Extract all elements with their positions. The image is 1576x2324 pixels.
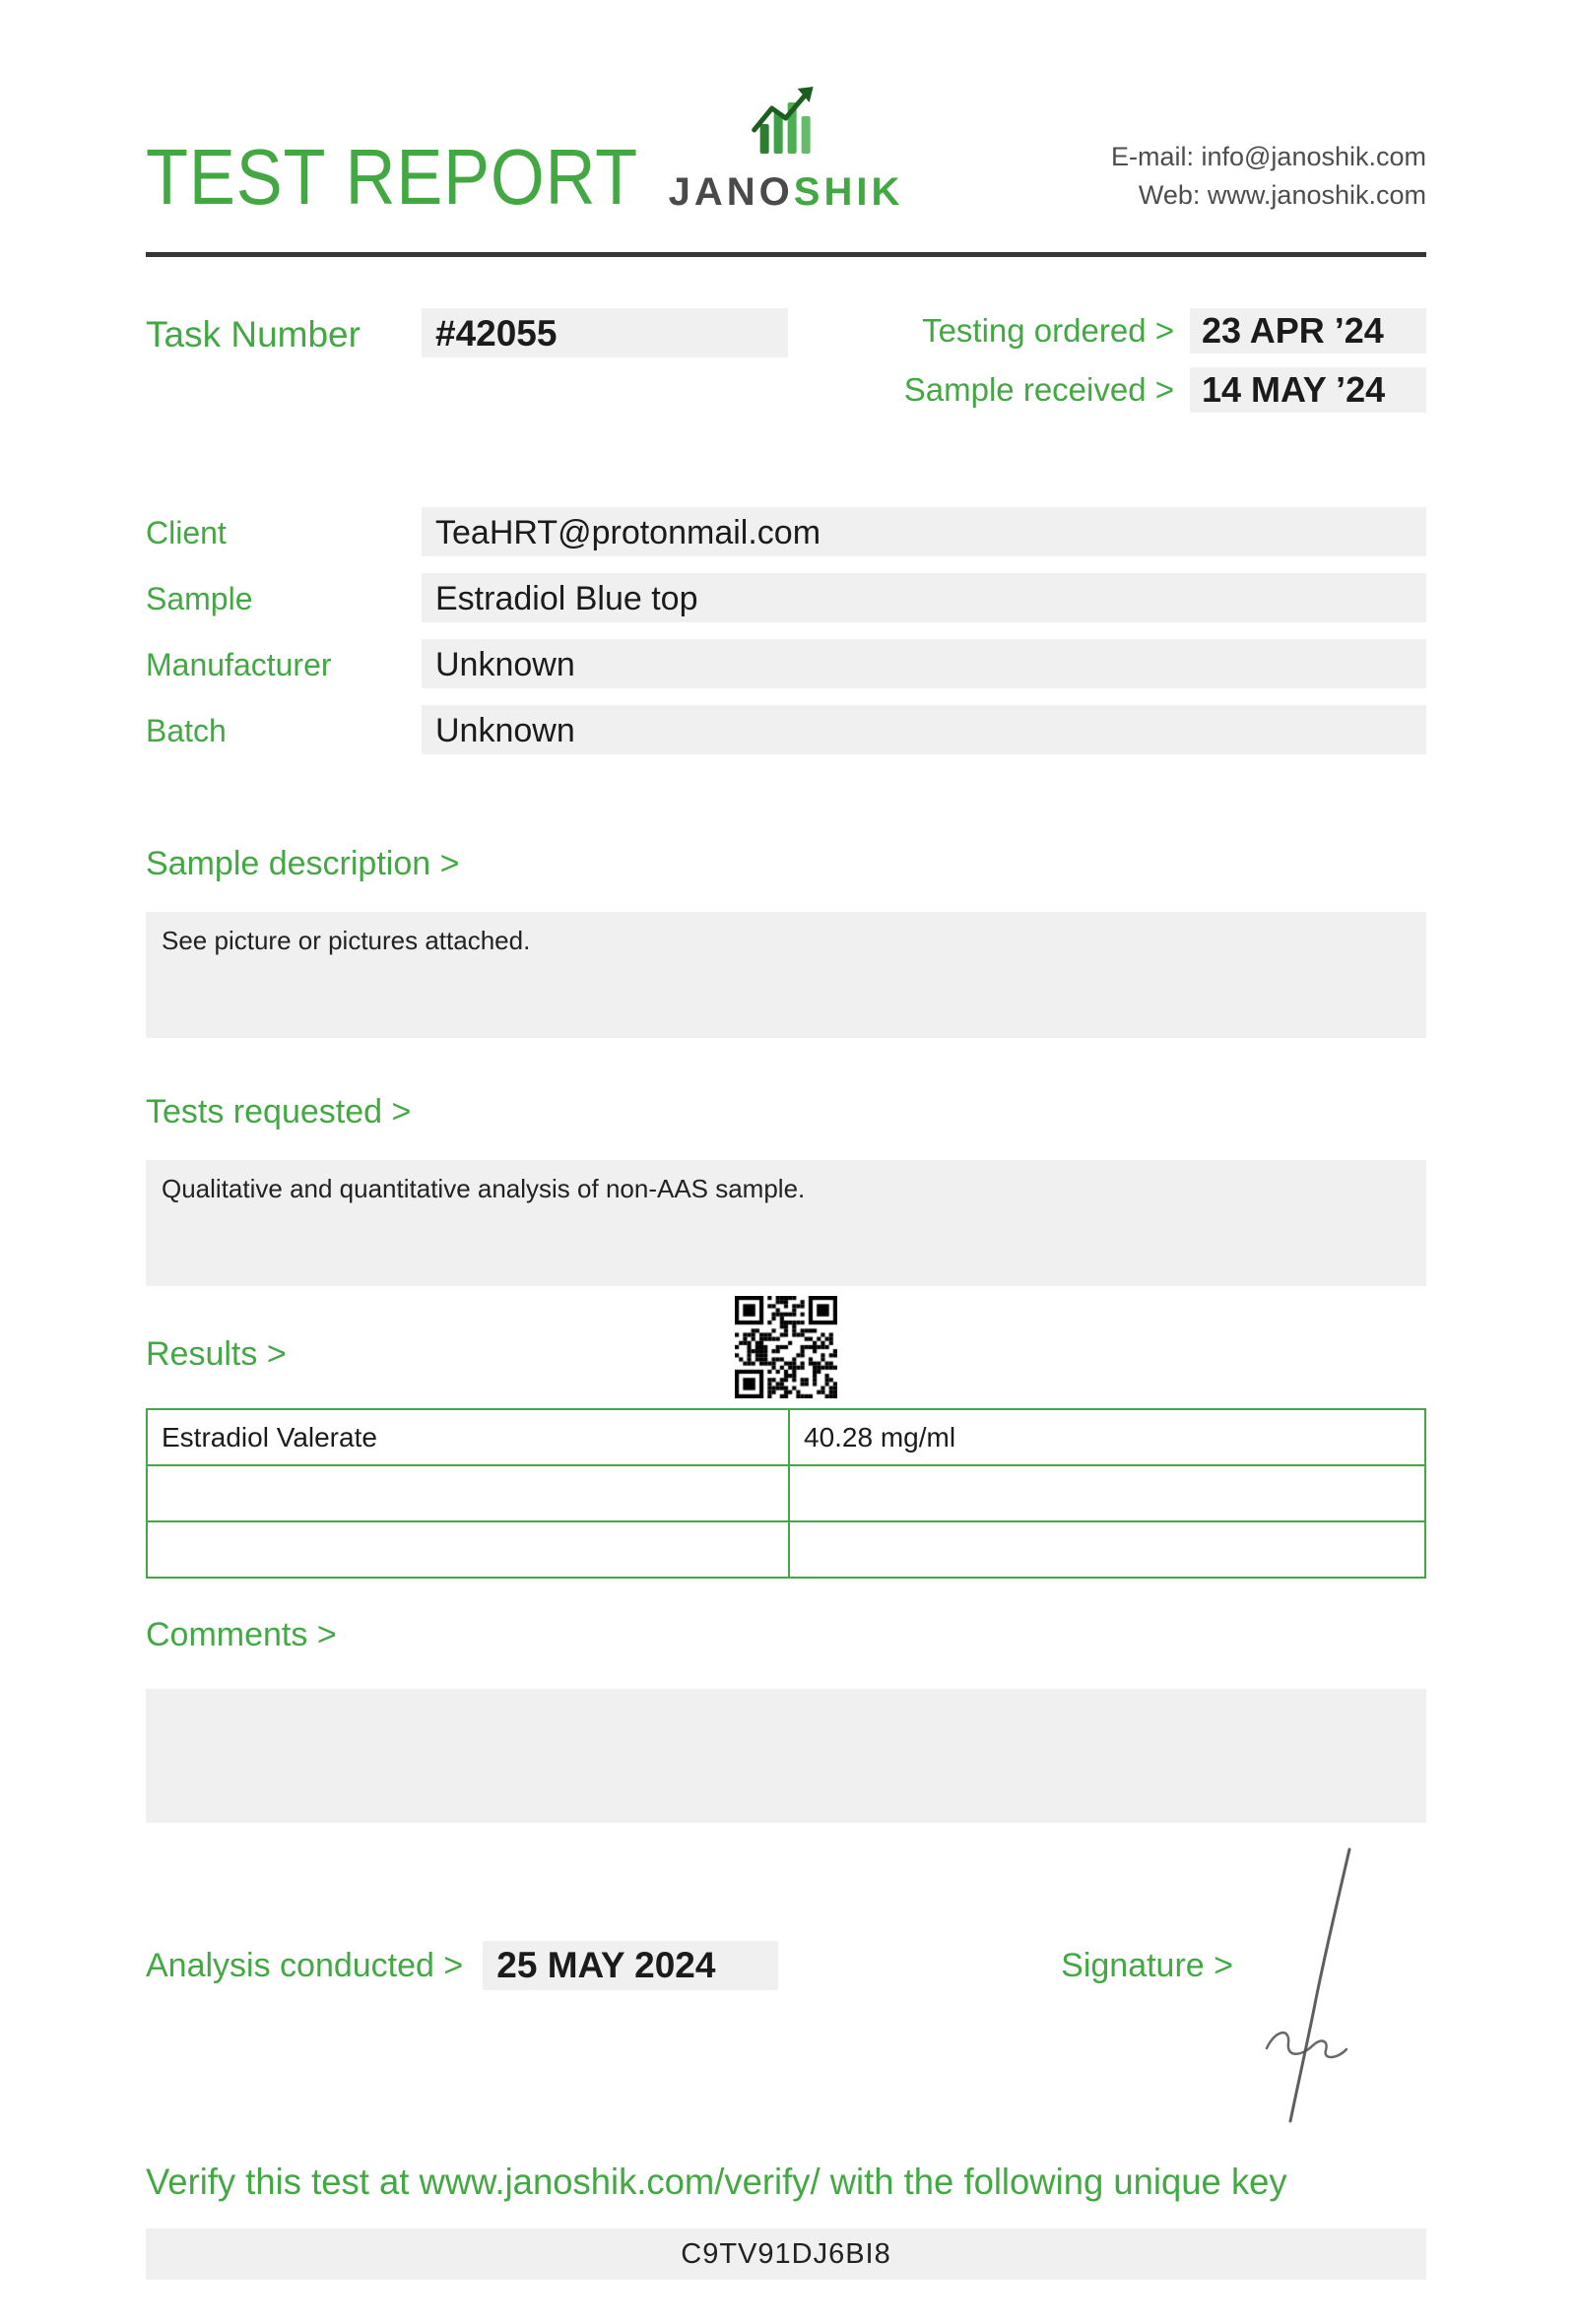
testing-ordered-date: 23 APR ’24 <box>1190 308 1426 354</box>
web-label: Web: <box>1138 180 1201 211</box>
task-row <box>146 308 1426 413</box>
comments-heading: Comments > <box>146 1616 337 1653</box>
results-table <box>146 1408 1426 1579</box>
manufacturer-label: Manufacturer <box>146 647 332 682</box>
analysis-conducted-label: Analysis conducted > <box>146 1946 464 1984</box>
report-header <box>146 83 1426 252</box>
client-value: TeaHRT@protonmail.com <box>422 507 1426 556</box>
contact-block <box>1111 138 1426 215</box>
comments-box <box>146 1689 1426 1823</box>
field-row-batch <box>146 705 1426 754</box>
meta-fields <box>146 507 1426 754</box>
batch-label: Batch <box>146 713 227 748</box>
result-value <box>789 1465 1425 1521</box>
result-name: Estradiol Valerate <box>147 1409 789 1465</box>
signature-label: Signature > <box>1061 1946 1233 1984</box>
analysis-date: 25 MAY 2024 <box>483 1941 778 1990</box>
sample-received-date: 14 MAY ’24 <box>1190 367 1426 413</box>
tests-requested-heading: Tests requested > <box>146 1093 412 1130</box>
email-label: E-mail: <box>1110 142 1194 171</box>
task-number-value: #42055 <box>422 308 788 357</box>
field-row-client <box>146 507 1426 556</box>
testing-ordered-row <box>904 308 1426 354</box>
table-row <box>147 1521 1425 1578</box>
batch-value: Unknown <box>422 705 1426 754</box>
result-name <box>147 1465 789 1521</box>
contact-web-line <box>1111 176 1426 215</box>
table-row <box>147 1409 1425 1465</box>
results-section <box>146 1335 1426 1579</box>
contact-email-line <box>1111 138 1426 176</box>
client-label: Client <box>146 515 227 550</box>
page-title: TEST REPORT <box>146 133 638 221</box>
analysis-row <box>146 1941 1426 1990</box>
sample-value: Estradiol Blue top <box>422 573 1426 622</box>
result-value: 40.28 mg/ml <box>789 1409 1425 1465</box>
field-row-sample <box>146 573 1426 622</box>
tests-requested-box: Qualitative and quantitative analysis of non-AAS sample. <box>146 1160 1426 1286</box>
task-number-label: Task Number <box>146 314 361 355</box>
testing-ordered-label: Testing ordered > <box>922 312 1174 349</box>
result-name <box>147 1521 789 1578</box>
table-row <box>147 1465 1425 1521</box>
sample-label: Sample <box>146 581 253 616</box>
sample-received-row <box>904 367 1426 413</box>
field-row-manufacturer <box>146 639 1426 688</box>
signature-image <box>1249 1843 1397 2134</box>
web-value: www.janoshik.com <box>1207 180 1426 211</box>
dates-group <box>904 308 1426 413</box>
brand-jano: JANO <box>668 170 794 214</box>
brand-shik: SHIK <box>793 170 904 214</box>
manufacturer-value: Unknown <box>422 639 1426 688</box>
qr-code <box>735 1296 837 1398</box>
verify-instruction: Verify this test at www.janoshik.com/verify/ with the following unique key <box>146 2162 1287 2202</box>
verify-key: C9TV91DJ6BI8 <box>146 2228 1426 2280</box>
results-heading: Results > <box>146 1335 287 1373</box>
sample-description-heading: Sample description > <box>146 845 460 882</box>
email-value: info@janoshik.com <box>1201 142 1426 171</box>
sample-description-box: See picture or pictures attached. <box>146 912 1426 1038</box>
brand-wordmark <box>669 170 904 215</box>
header-divider <box>146 252 1426 257</box>
result-value <box>789 1521 1425 1578</box>
sample-received-label: Sample received > <box>903 371 1174 408</box>
janoshik-logo <box>669 83 904 215</box>
bar-chart-growth-icon <box>747 149 825 165</box>
